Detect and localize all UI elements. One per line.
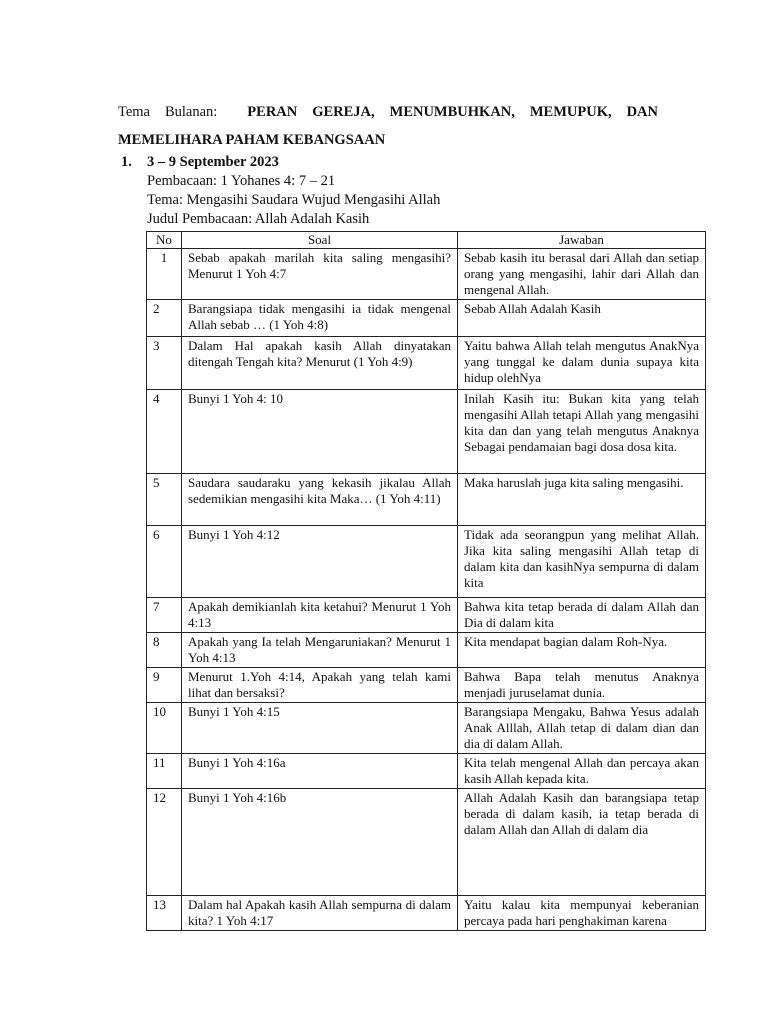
table-row: [147, 789, 706, 896]
row-number: 13: [147, 896, 182, 931]
row-number: 5: [147, 474, 182, 526]
answer-cell: Sebab Allah Adalah Kasih: [458, 300, 706, 337]
reading-title-line: Judul Pembacaan: Allah Adalah Kasih: [147, 211, 370, 227]
question-cell: Dalam Hal apakah kasih Allah dinyatakan ditengah Tengah kita? Menurut (1 Yoh 4:9): [182, 337, 458, 390]
question-cell: Dalam hal Apakah kasih Allah sempurna di dalam kita? 1 Yoh 4:17: [182, 896, 458, 931]
week-heading: [121, 152, 279, 172]
row-number: 6: [147, 526, 182, 598]
answer-cell: Kita mendapat bagian dalam Roh-Nya.: [458, 633, 706, 668]
question-cell: Bunyi 1 Yoh 4:12: [182, 526, 458, 598]
week-date: 3 – 9 September 2023: [147, 154, 279, 170]
table-row: [147, 249, 706, 300]
row-number: 8: [147, 633, 182, 668]
question-cell: Saudara saudaraku yang kekasih jikalau Allah sedemikian mengasihi kita Maka… (1 Yoh 4:11): [182, 474, 458, 526]
table-row: [147, 668, 706, 703]
row-number: 12: [147, 789, 182, 896]
monthly-theme: [118, 98, 658, 154]
header-soal: Soal: [182, 232, 458, 249]
answer-cell: Allah Adalah Kasih dan barangsiapa tetap berada di dalam kasih, ia tetap berada di dalam Allah dan Allah di dalam dia: [458, 789, 706, 896]
answer-cell: Yaitu kalau kita mempunyai keberanian percaya pada hari penghakiman karena: [458, 896, 706, 931]
table-row: [147, 633, 706, 668]
answer-cell: Kita telah mengenal Allah dan percaya akan kasih Allah kepada kita.: [458, 754, 706, 789]
theme-title-line1: PERAN GEREJA, MENUMBUHKAN, MEMUPUK, DAN: [247, 104, 659, 120]
answer-cell: Sebab kasih itu berasal dari Allah dan setiap orang yang mengasihi, lahir dari Allah dan mengenal Allah.: [458, 249, 706, 300]
table-row: [147, 474, 706, 526]
row-number: 10: [147, 703, 182, 754]
row-number: 4: [147, 390, 182, 474]
question-table: [146, 231, 706, 931]
answer-cell: Yaitu bahwa Allah telah mengutus AnakNya yang tunggal ke dalam dunia supaya kita hidup olehNya: [458, 337, 706, 390]
week-number: 1.: [121, 154, 132, 170]
table-row: [147, 300, 706, 337]
theme-title-line2: MEMELIHARA PAHAM KEBANGSAAN: [118, 132, 386, 148]
table-row: [147, 337, 706, 390]
table-row: [147, 703, 706, 754]
theme-first-line: [118, 98, 658, 126]
question-cell: Menurut 1.Yoh 4:14, Apakah yang telah kami lihat dan bersaksi?: [182, 668, 458, 703]
row-number: 1: [147, 249, 182, 300]
question-cell: Sebab apakah marilah kita saling mengasihi? Menurut 1 Yoh 4:7: [182, 249, 458, 300]
question-cell: Bunyi 1 Yoh 4:16a: [182, 754, 458, 789]
table-header-row: [147, 232, 706, 249]
answer-cell: Maka haruslah juga kita saling mengasihi.: [458, 474, 706, 526]
row-number: 7: [147, 598, 182, 633]
answer-cell: Tidak ada seorangpun yang melihat Allah. Jika kita saling mengasihi Allah tetap di dalam kita dan kasihNya sempurna di dalam kita: [458, 526, 706, 598]
topic-line: Tema: Mengasihi Saudara Wujud Mengasihi Allah: [147, 192, 441, 208]
question-cell: Bunyi 1 Yoh 4: 10: [182, 390, 458, 474]
week-details: [147, 172, 440, 229]
question-cell: Bunyi 1 Yoh 4:15: [182, 703, 458, 754]
row-number: 3: [147, 337, 182, 390]
theme-label: Tema Bulanan:: [118, 104, 218, 120]
answer-cell: Bahwa kita tetap berada di dalam Allah dan Dia di dalam kita: [458, 598, 706, 633]
question-cell: Apakah demikianlah kita ketahui? Menurut 1 Yoh 4:13: [182, 598, 458, 633]
question-cell: Bunyi 1 Yoh 4:16b: [182, 789, 458, 896]
question-cell: Barangsiapa tidak mengasihi ia tidak mengenal Allah sebab … (1 Yoh 4:8): [182, 300, 458, 337]
answer-cell: Barangsiapa Mengaku, Bahwa Yesus adalah Anak Alllah, Allah tetap di dalam dian dan dia di dalam Allah.: [458, 703, 706, 754]
table-row: [147, 896, 706, 931]
header-no: No: [147, 232, 182, 249]
row-number: 2: [147, 300, 182, 337]
question-cell: Apakah yang Ia telah Mengaruniakan? Menurut 1 Yoh 4:13: [182, 633, 458, 668]
answer-cell: Inilah Kasih itu: Bukan kita yang telah mengasihi Allah tetapi Allah yang mengasihi kita dan dan yang telah mengutus Anaknya Sebagai pendamaian bagi dosa dosa kita.: [458, 390, 706, 474]
table-row: [147, 598, 706, 633]
row-number: 9: [147, 668, 182, 703]
header-jawaban: Jawaban: [458, 232, 706, 249]
table-row: [147, 390, 706, 474]
answer-cell: Bahwa Bapa telah menutus Anaknya menjadi juruselamat dunia.: [458, 668, 706, 703]
row-number: 11: [147, 754, 182, 789]
table-row: [147, 754, 706, 789]
reading-line: Pembacaan: 1 Yohanes 4: 7 – 21: [147, 173, 336, 189]
table-row: [147, 526, 706, 598]
